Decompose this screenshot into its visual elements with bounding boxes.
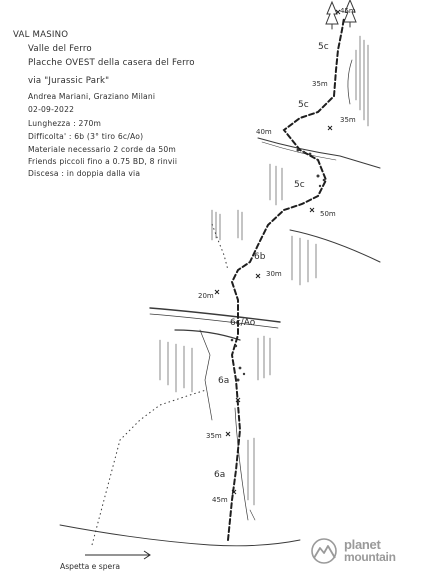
pitch-grade-label: 6c/Ao — [230, 318, 256, 328]
pitch-grade-label: 5c — [318, 42, 329, 52]
belay-distance-label: 35m — [312, 80, 328, 88]
pitch-grade-label: 6a — [218, 376, 230, 386]
pitch-grade-label: 5c — [294, 180, 305, 190]
belay-distance-label: 45m — [340, 7, 356, 15]
wall-label: Placche OVEST della casera del Ferro — [28, 58, 195, 68]
date-label: 02-09-2022 — [28, 105, 75, 114]
planetmountain-logo — [310, 536, 420, 566]
descent-label: Discesa : in doppia dalla via — [28, 169, 141, 178]
pitch-grade-label: 6a — [214, 470, 226, 480]
logo-text-planet: planet — [344, 537, 381, 552]
gear-label: Materiale necessario 2 corde da 50m — [28, 145, 177, 154]
pitch-grade-label: 6b — [254, 252, 266, 262]
valley-label: Valle del Ferro — [28, 44, 92, 54]
pitch-grade-label: 5c — [298, 100, 309, 110]
authors-label: Andrea Mariani, Graziano Milani — [28, 92, 156, 101]
difficulty-label: Difficolta' : 6b (3° tiro 6c/Ao) — [28, 132, 144, 141]
belay-distance-label: 50m — [320, 210, 336, 218]
belay-distance-label: 40m — [256, 128, 272, 136]
route-name: via "Jurassic Park" — [28, 76, 110, 86]
logo-text-mountain: mountain — [344, 550, 396, 564]
belay-distance-label: 20m — [198, 292, 214, 300]
belay-distance-label: 30m — [266, 270, 282, 278]
region-label: VAL MASINO — [13, 30, 69, 40]
approach-label: Aspetta e spera — [60, 562, 120, 571]
friends-label: Friends piccoli fino a 0.75 BD, 8 rinvii — [28, 157, 178, 166]
mountain-logo-icon — [310, 538, 340, 564]
belay-distance-label: 35m — [206, 432, 222, 440]
length-label: Lunghezza : 270m — [28, 119, 102, 128]
belay-distance-label: 45m — [212, 496, 228, 504]
belay-distance-label: 35m — [340, 116, 356, 124]
